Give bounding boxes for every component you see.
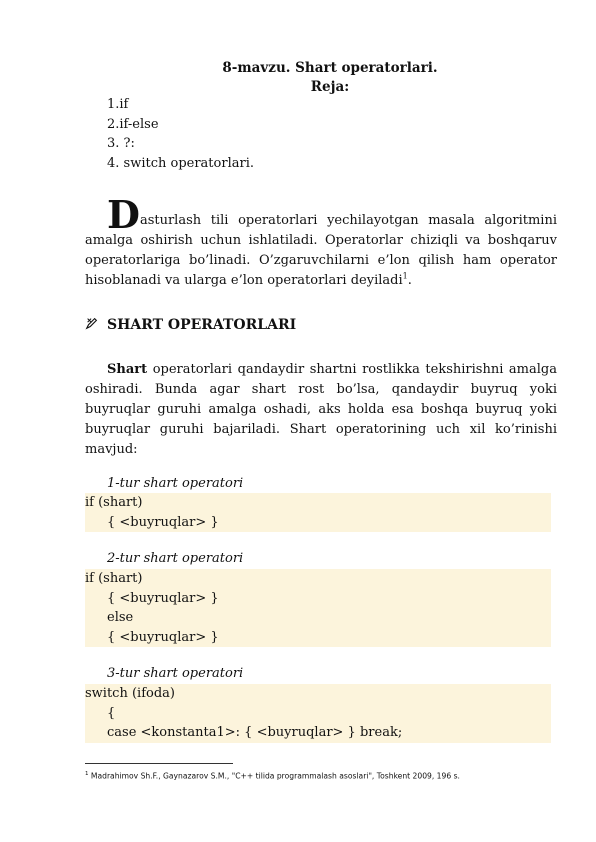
caption-1: 1-tur shart operatori	[107, 476, 244, 491]
footnote-number: 1	[85, 771, 89, 777]
pencil-icon	[85, 316, 99, 334]
code-line: { <buyruqlar> }	[107, 514, 219, 530]
code-line: if (shart)	[85, 571, 143, 586]
footnote	[85, 771, 460, 781]
footnote-text: Madrahimov Sh.F., Gaynazarov S.M., "C++ tilida programmalash asoslari", Toshkent 2009, 196 s.	[88, 771, 460, 781]
plan-item: 2.if-else	[107, 116, 159, 132]
code-line: { <buyruqlar> }	[107, 590, 219, 606]
plan-item: 4. switch operatorlari.	[107, 155, 254, 171]
body-bold-word: Shart	[107, 362, 148, 377]
code-line: if (shart)	[85, 495, 143, 510]
plan-title: Reja:	[310, 79, 350, 95]
caption-2: 2-tur shart operatori	[107, 551, 244, 566]
code-line: else	[107, 610, 134, 625]
body-paragraph	[85, 360, 557, 460]
drop-cap: D	[107, 192, 140, 237]
plan-item: 1.if	[107, 97, 129, 112]
code-line: { <buyruqlar> }	[107, 629, 219, 645]
code-line: switch (ifoda)	[85, 686, 175, 701]
footnote-divider	[85, 763, 233, 764]
plan-list	[107, 95, 254, 173]
code-line: case <konstanta1>: { <buyruqlar> } break;	[107, 725, 403, 740]
caption-3: 3-tur shart operatori	[107, 666, 244, 681]
intro-text: asturlash tili operatorlari yechilayotgan masala algoritmini amalga oshirish uchun ishlatiladi. Operatorlar chiziqli va boshqaruv operatorlariga bo’linadi. O’zgaruvchilarni e’lon qilish ham operator hisoblanadi va ularga e’lon operatorlari deyiladi	[85, 213, 557, 288]
section-heading	[85, 316, 296, 334]
footnote-ref: 1	[402, 271, 408, 281]
code-line: {	[107, 705, 116, 721]
intro-paragraph	[85, 192, 557, 291]
body-text: operatorlari qandaydir shartni rostlikka tekshirishni amalga oshiradi. Bunda agar shart rost bo’lsa, qandaydir buyruq yoki buyruqlar guruhi amalga oshadi, aks holda esa boshqa buyruq yoki buyruqlar guruhi bajariladi. Shart operatorining uch xil ko’rinishi mavjud:	[85, 362, 557, 457]
section-heading-text: SHART OPERATORLARI	[107, 317, 297, 333]
intro-end: .	[407, 273, 412, 288]
plan-item: 3. ?:	[107, 136, 135, 151]
code-block-2	[85, 569, 551, 647]
code-block-1	[85, 493, 551, 532]
code-block-3	[85, 684, 551, 743]
page-title: 8-mavzu. Shart operatorlari.	[222, 60, 438, 76]
